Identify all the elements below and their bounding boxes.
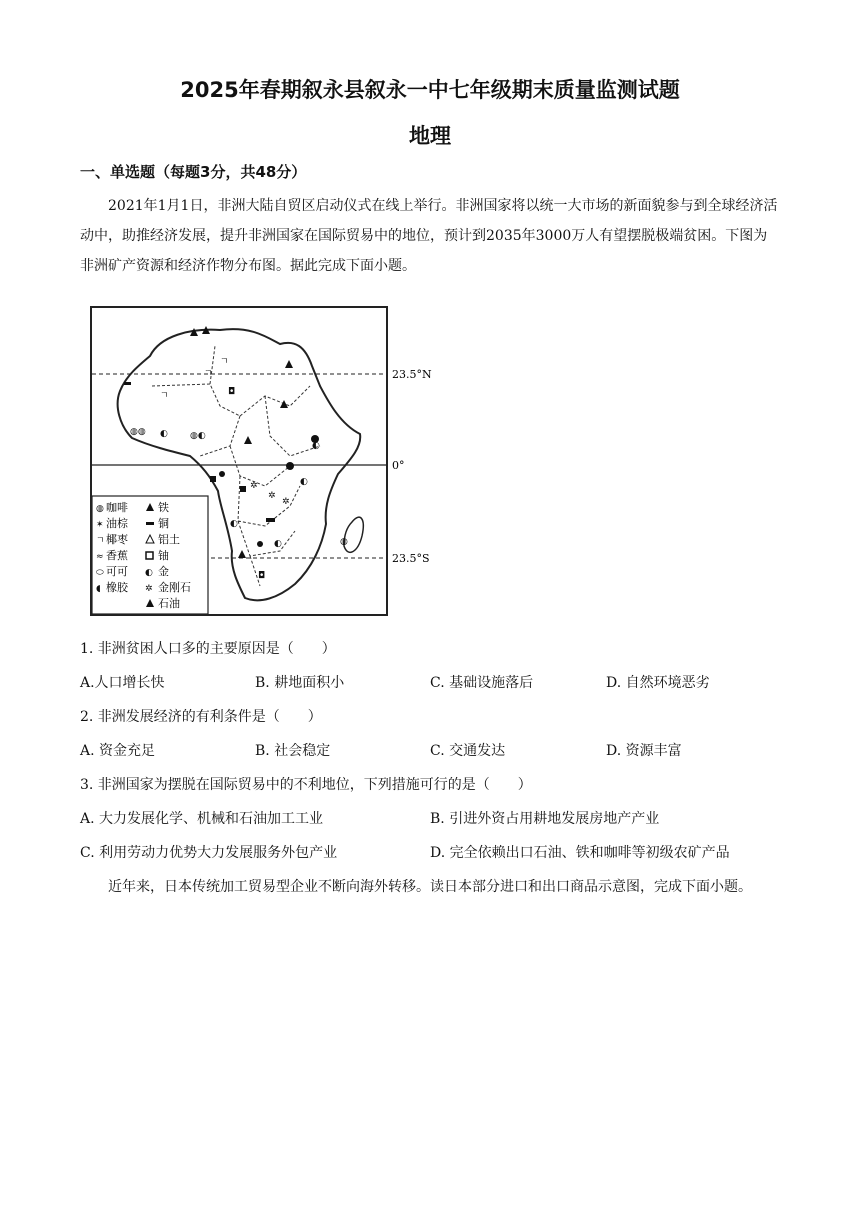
legend-rubber: 橡胶: [106, 581, 128, 594]
svg-text:ㄱ: ㄱ: [220, 357, 229, 367]
svg-text:✲: ✲: [250, 481, 258, 491]
svg-text:ㄱ: ㄱ: [204, 369, 213, 379]
legend-oil-palm: 油棕: [106, 517, 128, 530]
legend-petroleum: 石油: [158, 597, 180, 610]
svg-text:ㄱ: ㄱ: [160, 391, 169, 401]
legend-date-palm: 椰枣: [106, 533, 128, 546]
legend-banana: 香蕉: [106, 549, 128, 562]
svg-text:◐: ◐: [230, 519, 238, 529]
date-palm-icon: ㄱ: [96, 536, 105, 546]
legend-diamond: 金刚石: [158, 581, 191, 594]
lat-label-south: 23.5°S: [392, 552, 430, 565]
legend-bauxite: 铝土: [158, 533, 180, 546]
lat-label-equator: 0°: [392, 459, 405, 472]
q2-option-b: B. 社会稳定: [255, 743, 331, 759]
lat-label-north: 23.5°N: [392, 368, 432, 381]
question-3-stem: 3. 非洲国家为摆脱在国际贸易中的不利地位，下列措施可行的是（ ）: [80, 777, 532, 793]
question-2-stem: 2. 非洲发展经济的有利条件是（ ）: [80, 709, 322, 725]
q1-option-a: A.人口增长快: [80, 675, 165, 691]
q1-option-d: D. 自然环境恶劣: [606, 675, 710, 691]
intro-paragraph: 2021年1月1日，非洲大陆自贸区启动仪式在线上举行。非洲国家将以统一大市场的新面貌参与到全球经济活动中，助推经济发展，提升非洲国家在国际贸易中的地位，预计到2035年3000万人有望摆脱极端贫困。下图为非洲矿产资源和经济作物分布图。据此完成下面小题。: [80, 198, 778, 274]
svg-text:✲: ✲: [282, 497, 290, 507]
gold-icon: ◐: [145, 568, 153, 578]
svg-text:◍: ◍: [340, 537, 348, 547]
question-1-stem: 1. 非洲贫困人口多的主要原因是（ ）: [80, 641, 336, 657]
legend-copper: 铜: [158, 517, 169, 530]
oil-palm-icon: ✶: [96, 520, 104, 530]
rubber-icon: ◖: [96, 584, 101, 594]
svg-text:◘: ◘: [228, 387, 236, 397]
africa-resource-map: [90, 306, 440, 618]
subject-title: 地理: [409, 124, 451, 148]
copper-icon: [146, 522, 154, 525]
section-heading: 一、单选题（每题3分，共48分）: [80, 163, 307, 181]
q3-option-d: D. 完全依赖出口石油、铁和咖啡等初级农矿产品: [430, 845, 730, 861]
q3-option-b: B. 引进外资占用耕地发展房地产产业: [430, 811, 660, 827]
legend-gold: 金: [158, 565, 169, 578]
svg-text:◐: ◐: [312, 441, 320, 451]
svg-text:◍◍: ◍◍: [130, 427, 146, 437]
coffee-icon: ◍: [96, 504, 104, 514]
legend-cocoa: 可可: [106, 565, 128, 578]
q3-option-a: A. 大力发展化学、机械和石油加工工业: [80, 811, 324, 827]
svg-text:◍◐: ◍◐: [190, 431, 206, 441]
q1-option-c: C. 基础设施落后: [430, 675, 534, 691]
legend-coffee: 咖啡: [106, 501, 128, 514]
q2-option-d: D. 资源丰富: [606, 743, 682, 759]
q2-option-c: C. 交通发达: [430, 743, 506, 759]
exam-title: 2025年春期叙永县叙永一中七年级期末质量监测试题: [180, 78, 680, 102]
svg-text:◐: ◐: [160, 429, 168, 439]
q1-option-b: B. 耕地面积小: [255, 675, 345, 691]
q3-option-c: C. 利用劳动力优势大力发展服务外包产业: [80, 845, 338, 861]
cocoa-icon: ⬭: [96, 568, 104, 578]
legend-iron: 铁: [158, 501, 169, 514]
legend-uranium: 铀: [158, 549, 169, 562]
svg-text:◐: ◐: [274, 539, 282, 549]
q2-option-a: A. 资金充足: [80, 743, 156, 759]
svg-text:◘: ◘: [258, 571, 266, 581]
svg-text:◐: ◐: [300, 477, 308, 487]
svg-text:✲: ✲: [268, 491, 276, 501]
banana-icon: ≈: [96, 552, 104, 562]
intro-paragraph-2: 近年来，日本传统加工贸易型企业不断向海外转移。读日本部分进口和出口商品示意图，完成下面小题。: [108, 879, 752, 895]
diamond-icon: ✲: [145, 584, 153, 594]
